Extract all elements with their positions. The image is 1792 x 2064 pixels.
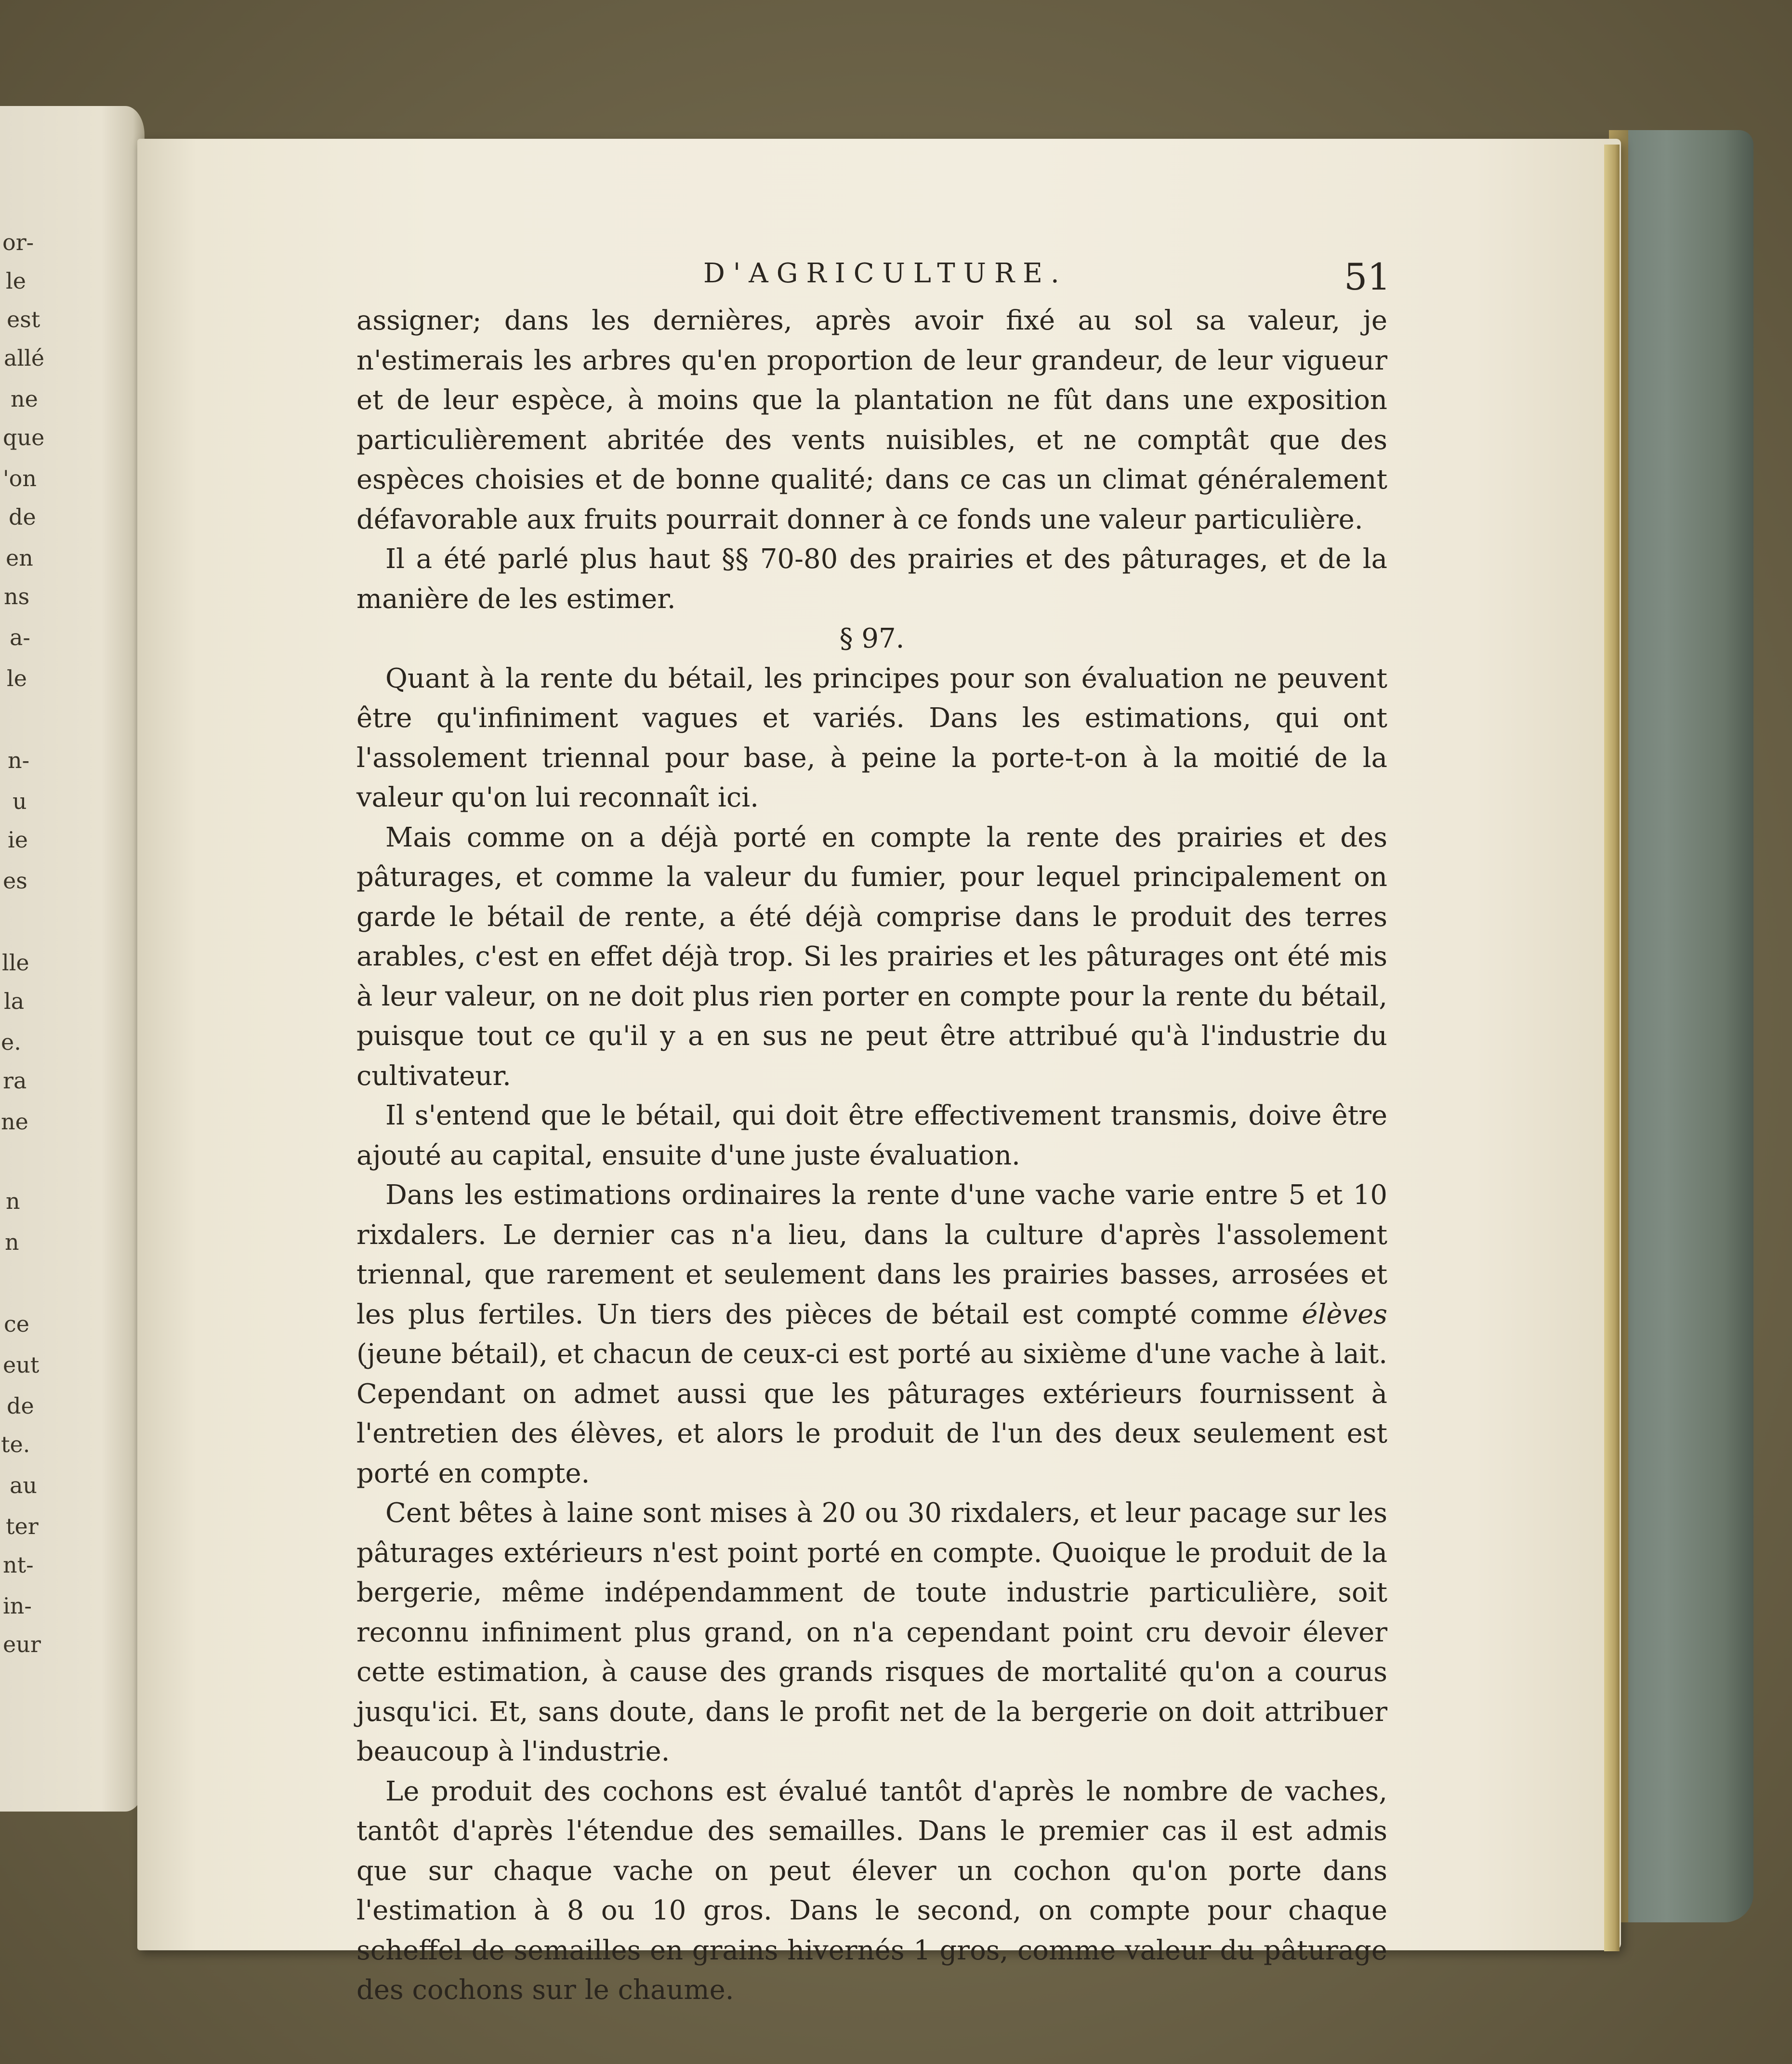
facing-page-fragment: n- [8, 747, 30, 773]
facing-page-fragment: la [4, 988, 25, 1014]
facing-page-fragment: de [9, 504, 36, 530]
facing-page-fragment: ra [3, 1068, 27, 1094]
body-text [356, 301, 1387, 2011]
facing-page-fragment: 'on [3, 465, 37, 491]
running-head: D'AGRICULTURE. [703, 258, 1067, 289]
facing-page-fragment: in- [3, 1593, 32, 1619]
facing-page-left [0, 106, 145, 1812]
facing-page-fragment: eur [3, 1631, 41, 1657]
page-edge-gilt [1604, 145, 1620, 1951]
paragraph: Il s'entend que le bétail, qui doit être effectivement transmis, doive être ajouté au capital, ensuite d'une juste évaluation. [356, 1100, 1387, 1171]
facing-page-fragment: ie [8, 827, 28, 853]
facing-page-fragment: ne [11, 386, 38, 412]
facing-page-fragment: u [13, 788, 27, 814]
facing-page-fragment: e. [1, 1029, 21, 1055]
facing-page-fragment: n [5, 1229, 19, 1255]
paragraph: assigner; dans les dernières, après avoir fixé au sol sa valeur, je n'estimerais les arbres qu'en proportion de leur grandeur, de leur vigueur et de leur espèce, à moins que la plantation ne fût dans une exposition particulièrement abritée des vents nuisibles, et ne comptât que des espèces choisies et de bonne qualité; dans ce cas un climat généralement défavorable aux fruits pourrait donner à ce fonds une valeur particulière. [356, 305, 1387, 535]
facing-page-fragment: allé [4, 345, 45, 371]
facing-page-fragment: en [6, 545, 33, 571]
paragraph: Il a été parlé plus haut §§ 70-80 des prairies et des pâturages, et de la manière de les estimer. [356, 543, 1387, 615]
facing-page-fragment: nt- [3, 1552, 34, 1578]
facing-page-fragment: te. [1, 1431, 30, 1457]
facing-page-fragment: ter [6, 1513, 39, 1539]
facing-page-fragment: ne [1, 1109, 28, 1135]
facing-page-fragment: que [3, 424, 45, 450]
section-heading: § 97. [839, 623, 905, 654]
book-cover-edge [1609, 130, 1753, 1922]
paragraph [356, 1176, 1387, 1494]
facing-page-fragment: or- [2, 229, 34, 255]
facing-page-fragment: au [10, 1472, 38, 1498]
page-number: 51 [1344, 255, 1391, 298]
facing-page-fragment: es [3, 868, 27, 894]
facing-page-fragment: le [7, 665, 27, 691]
italic-term: élèves [1302, 1298, 1387, 1330]
facing-page-fragment: a- [10, 624, 30, 650]
paragraph: Le produit des cochons est évalué tantôt d'après le nombre de vaches, tantôt d'après l'étendue des semailles. Dans le premier cas il est admis que sur chaque vache on peut élever un cochon qu'on porte dans l'estimation à 8 ou 10 gros. Dans le second, on compte pour chaque scheffel de semailles en grains hivernés 1 gros, comme valeur du pâturage des cochons sur le chaume. [356, 1775, 1387, 2006]
facing-page-fragment: de [7, 1393, 34, 1419]
facing-page-fragment: ce [4, 1311, 29, 1337]
paragraph-text: (jeune bétail), et chacun de ceux-ci est porté au sixième d'une vache à lait. Cependant on admet aussi que les pâturages extérieurs fournissent à l'entretien des élèves, et alors le produit de l'un des deux seulement est porté en compte. [356, 1338, 1387, 1489]
paragraph-text: Dans les estimations ordinaires la rente d'une vache varie entre 5 et 10 rixdalers. Le dernier cas n'a lieu, dans la culture d'après l'assolement triennal, que rarement et seulement dans les prairies basses, arrosées et les plus fertiles. Un tiers des pièces de bétail est compté comme [356, 1179, 1387, 1330]
paragraph: Mais comme on a déjà porté en compte la rente des prairies et des pâturages, et comme la valeur du fumier, pour lequel principalement on garde le bétail de rente, a été déjà comprise dans le produit des terres arables, c'est en effet déjà trop. Si les prairies et les pâturages ont été mis à leur valeur, on ne doit plus rien porter en compte pour la rente du bétail, puisque tout ce qu'il y a en sus ne peut être attribué qu'à l'industrie du cultivateur. [356, 821, 1387, 1092]
facing-page-fragment: ns [4, 583, 30, 609]
facing-page-fragment: lle [2, 950, 29, 976]
facing-page-fragment: n [6, 1188, 20, 1214]
facing-page-fragment: est [7, 306, 40, 332]
facing-page-fragment: le [6, 268, 26, 294]
facing-page-fragment: eut [3, 1352, 40, 1378]
paragraph: Quant à la rente du bétail, les principes pour son évaluation ne peuvent être qu'infiniment vagues et variés. Dans les estimations, qui ont l'assolement triennal pour base, à peine la porte-t-on à la moitié de la valeur qu'on lui reconnaît ici. [356, 662, 1387, 813]
paragraph: Cent bêtes à laine sont mises à 20 ou 30 rixdalers, et leur pacage sur les pâturages extérieurs n'est point porté en compte. Quoique le produit de la bergerie, même indépendamment de toute industrie particulière, soit reconnu infiniment plus grand, on n'a cependant point cru devoir élever cette estimation, à cause des grands risques de mortalité qu'on a courus jusqu'ici. Et, sans doute, dans le profit net de la bergerie on doit attribuer beaucoup à l'industrie. [356, 1497, 1387, 1767]
